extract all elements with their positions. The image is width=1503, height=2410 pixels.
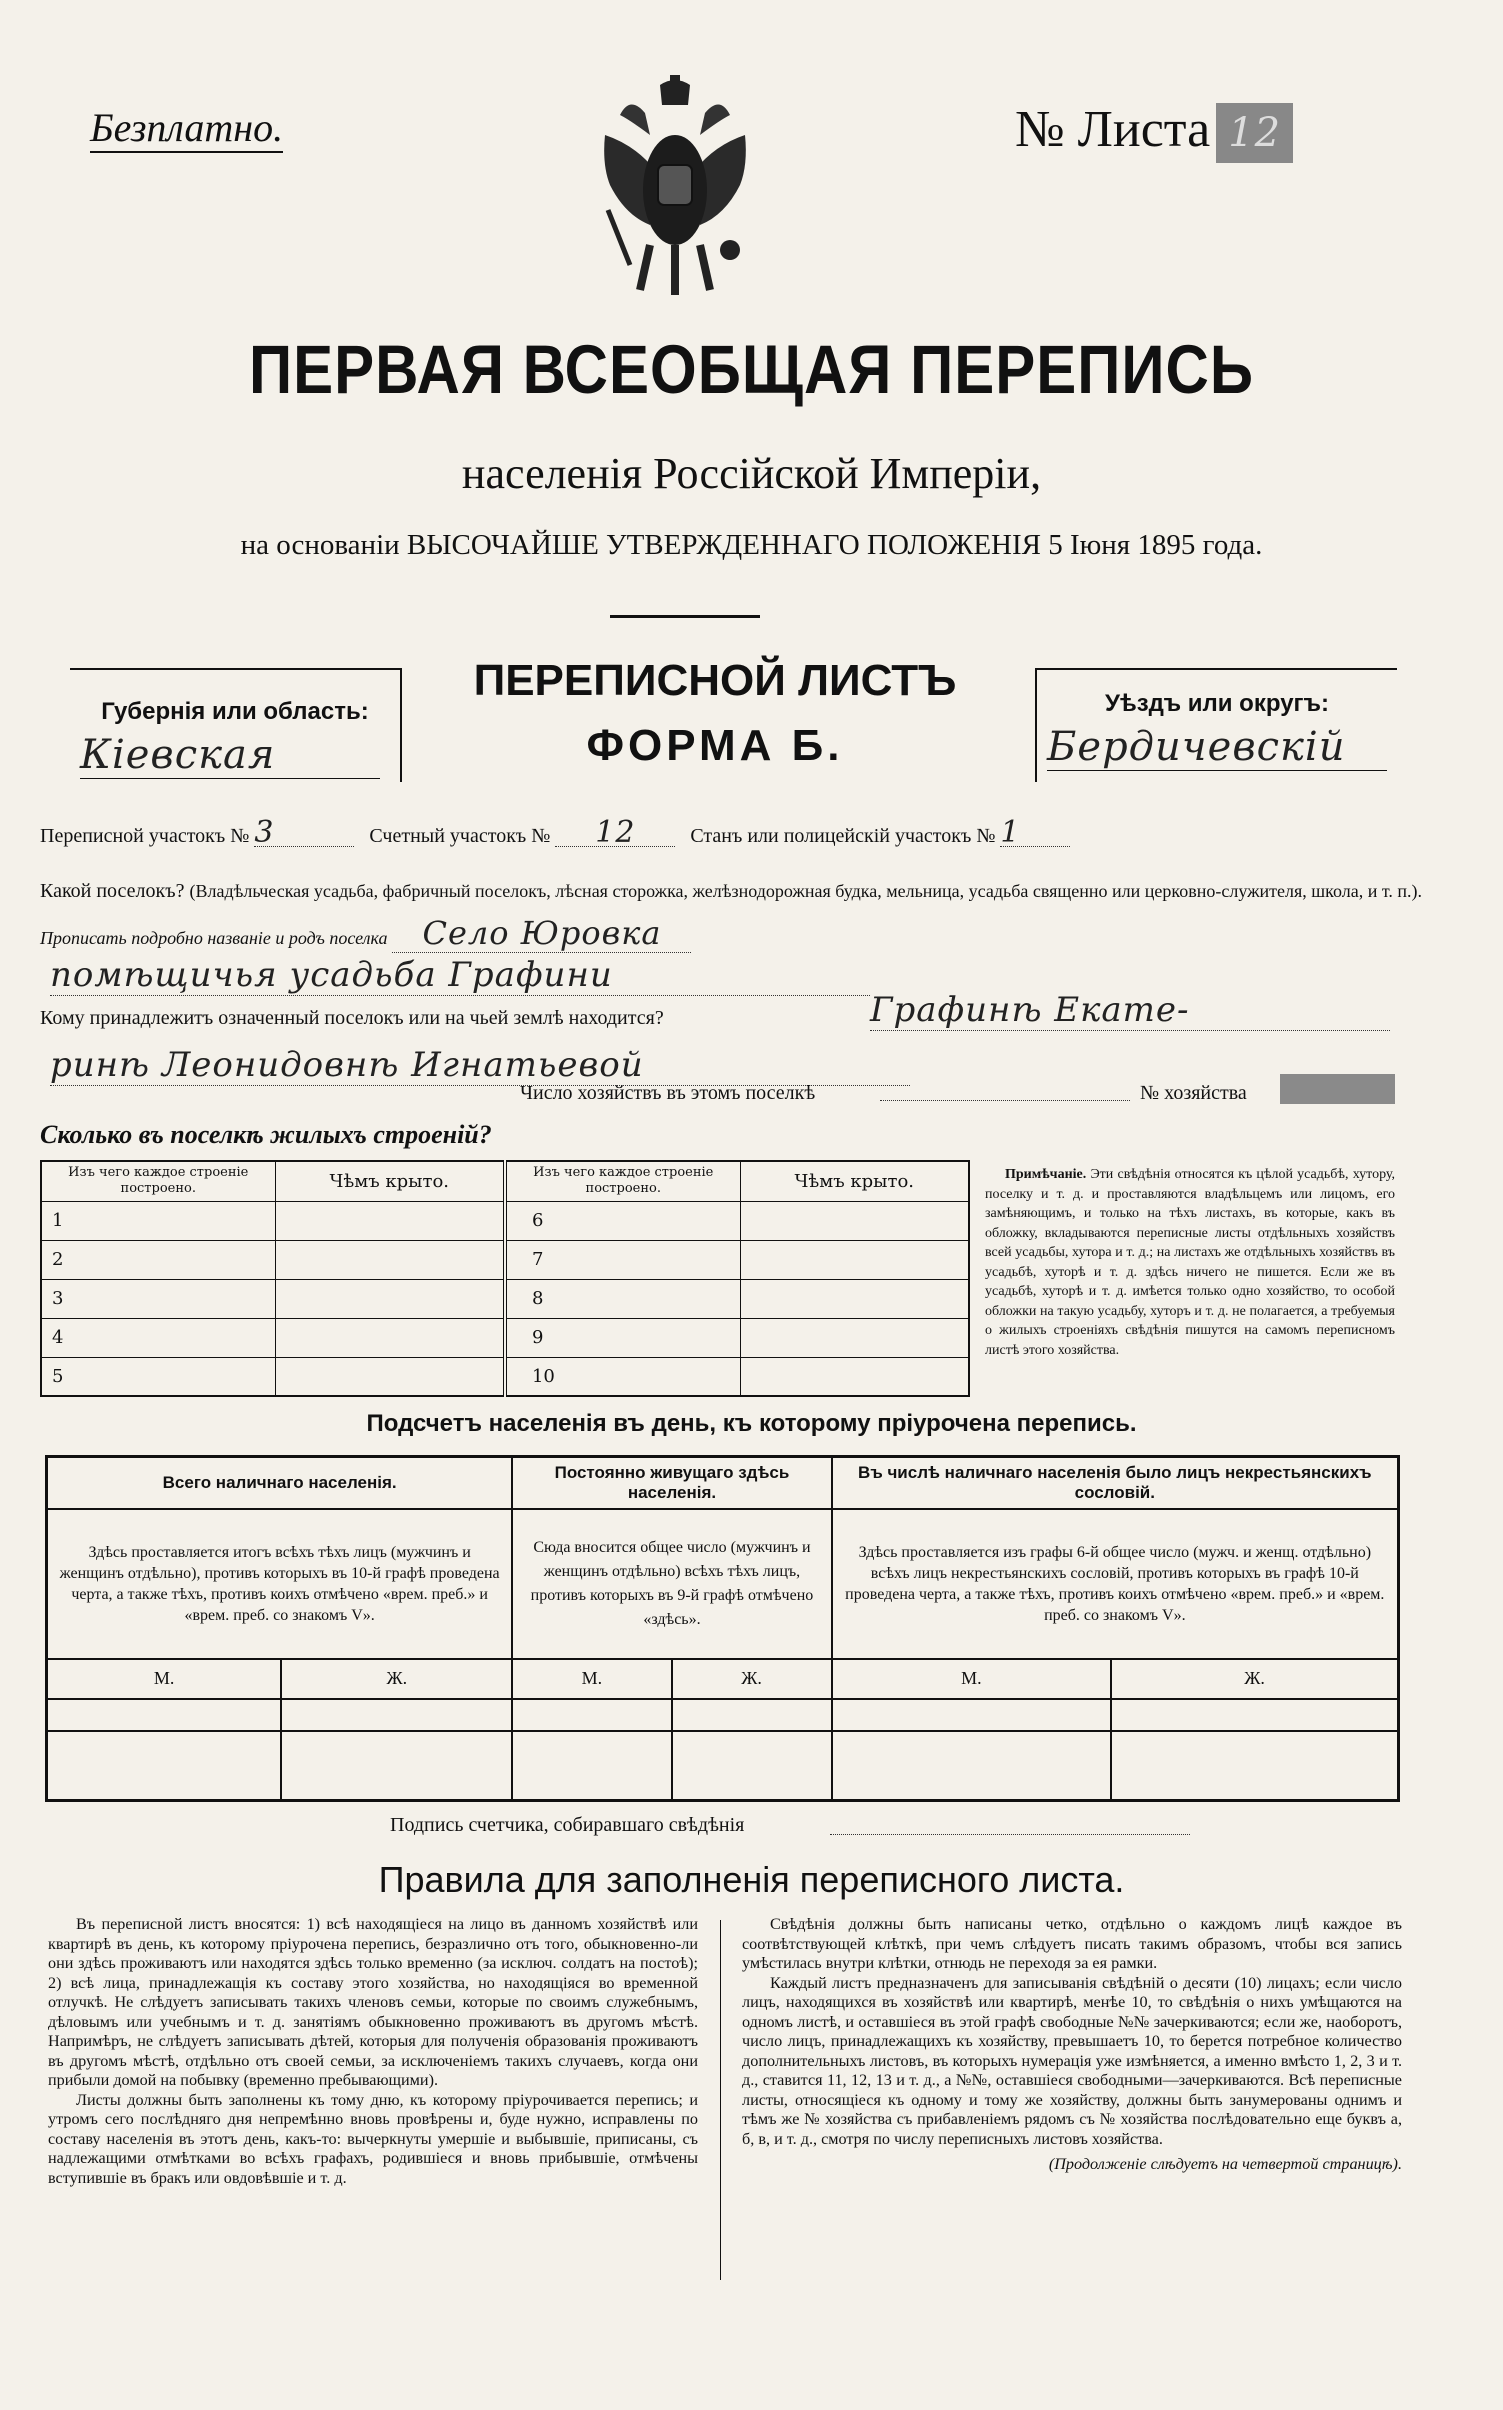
col-material-right: Изъ чего каждое строеніе построено. — [505, 1161, 740, 1201]
building-roof-cell[interactable] — [740, 1201, 969, 1240]
count-cell[interactable] — [47, 1731, 282, 1801]
column-divider — [720, 1920, 721, 2280]
count-cell[interactable] — [672, 1699, 832, 1731]
count-col3-text: Здѣсь проставляется изъ графы 6-й общее число (мужч. и женщ. отдѣльно) всѣхъ лицъ некрестьянскихъ сословій, противъ которыхъ въ графѣ 10-й проведена черта, а также тѣхъ, противъ коихъ отмѣчено «врем. преб.» и «врем. преб. со знакомъ V». — [832, 1509, 1399, 1659]
form-title: ПЕРЕПИСНОЙ ЛИСТЪ — [473, 656, 957, 705]
building-roof-cell[interactable] — [275, 1240, 505, 1279]
counting-district-label: Счетный участокъ № — [369, 825, 551, 847]
signature-input[interactable] — [830, 1834, 1190, 1835]
rules-continued: (Продолженіе слѣдуетъ на четвертой страницѣ). — [1048, 2155, 1402, 2173]
building-row-num: 6 — [505, 1201, 740, 1240]
building-row-num: 4 — [41, 1318, 275, 1357]
building-roof-cell[interactable] — [275, 1318, 505, 1357]
imperial-eagle-emblem-icon — [600, 75, 750, 305]
page-subtitle: населенія Россійской Имперіи, — [461, 449, 1042, 498]
note-text: Эти свѣдѣнія относятся къ цѣлой усадьбѣ, хутору, поселку и т. д. и проставляются владѣльцемъ или лицомъ, его замѣняющимъ, и только на тѣхъ листахъ, въ которые, какъ въ обложку, вкладываются переписные листы отдѣльныхъ хозяйствъ всей усадьбы, хутора и т. д.; на листахъ же отдѣльныхъ хозяйствъ въ усадьбѣ, хуторѣ и т. д. здѣсь ничего не пишется. Если же въ усадьбѣ, хуторѣ и т. д. имѣется только одно хозяйство, то особой обложки на такую усадьбу, хуторъ и т. д. не полагается, а требуемыя о жилыхъ строеніяхъ свѣдѣнія пишутся на самомъ переписномъ листѣ этого хозяйства. — [985, 1167, 1396, 1358]
buildings-table — [40, 1160, 970, 1397]
district-row — [40, 815, 1460, 850]
count-cell[interactable] — [512, 1699, 671, 1731]
building-roof-cell[interactable] — [740, 1240, 969, 1279]
female-label: Ж. — [672, 1659, 832, 1699]
female-label: Ж. — [281, 1659, 512, 1699]
count-table — [45, 1455, 1400, 1802]
settlement-row — [40, 870, 1460, 959]
rules-left-column — [48, 1915, 698, 2188]
building-row-num: 5 — [41, 1357, 275, 1396]
counting-district-input[interactable]: 12 — [555, 820, 675, 847]
count-col3-title: Въ числѣ наличнаго населенія было лицъ некрестьянскихъ сословій. — [832, 1457, 1399, 1509]
col-roof-right: Чѣмъ крыто. — [740, 1161, 969, 1201]
owner-input-2[interactable]: ринѣ Леонидовнѣ Игнатьевой — [50, 1045, 910, 1086]
page-title: ПЕРВАЯ ВСЕОБЩАЯ ПЕРЕПИСЬ — [249, 330, 1254, 408]
count-cell[interactable] — [1111, 1731, 1398, 1801]
col-roof-left: Чѣмъ крыто. — [275, 1161, 505, 1201]
building-roof-cell[interactable] — [740, 1318, 969, 1357]
building-row-num: 2 — [41, 1240, 275, 1279]
count-col1-title: Всего наличнаго населенія. — [47, 1457, 513, 1509]
count-col2-text: Сюда вносится общее число (мужчинъ и женщинъ отдѣльно) всѣхъ тѣхъ лицъ, противъ которыхъ въ 9-й графѣ отмѣчено «здѣсь». — [512, 1509, 831, 1659]
building-row-num: 1 — [41, 1201, 275, 1240]
count-cell[interactable] — [1111, 1699, 1398, 1731]
settlement-instruction: Прописать подробно названіе и родъ поселка — [40, 928, 388, 948]
rules-right-paragraph-2: Каждый листъ предназначенъ для записыванія свѣдѣній о десяти (10) лицахъ; если число лицъ, находящихся въ хозяйствѣ или квартирѣ, менѣе 10, то свѣдѣнія о нихъ умѣщаются на одномъ листѣ, и оставшіеся въ этой графѣ свободные №№ зачеркиваются; если же, наоборотъ, число лицъ, принадлежащихъ къ хозяйству, превышаетъ 10, то берется потребное количество дополнительныхъ листовъ, въ которыхъ нумерація уже измѣняется, а именно вмѣсто 1, 2, 3 и т. д., ставится 11, 12, 13 и т. д., а №№, оставшіеся свободными—зачеркиваются. Всѣ переписные листы, относящіеся къ одному и тому же хозяйству, должны быть занумерованы однимъ и тѣмъ же № хозяйства съ прибавленіемъ рядомъ съ № хозяйства послѣдовательно еще буквъ а, б, в, и т. д., смотря по числу переписныхъ листовъ хозяйства. — [742, 1973, 1402, 2148]
count-cell[interactable] — [47, 1699, 282, 1731]
signature-label: Подпись счетчика, собиравшаго свѣдѣнія — [390, 1814, 745, 1836]
building-roof-cell[interactable] — [275, 1357, 505, 1396]
owner-label: Кому принадлежитъ означенный поселокъ или на чьей землѣ находится? — [40, 1007, 664, 1029]
building-row-num: 7 — [505, 1240, 740, 1279]
count-cell[interactable] — [832, 1731, 1112, 1801]
rules-left-paragraph-1: Въ переписной листъ вносятся: 1) всѣ находящіеся на лицо въ данномъ хозяйствѣ или квартирѣ въ день, къ которому пріурочена перепись, безразлично отъ того, обыкновенно-ли они здѣсь проживаютъ или находятся здѣсь только временно (за исключ. солдатъ на постоѣ); 2) всѣ лица, принадлежащія къ составу этого хозяйства, но находящіяся во временной отлучкѣ. Не слѣдуетъ записывать такихъ членовъ семьи, которые по своимъ служебнымъ, дѣловымъ или учебнымъ и т. д. занятіямъ обыкновенно проживаютъ въ другомъ мѣстѣ. Напримѣръ, не слѣдуетъ записывать дѣтей, которыя для полученія образованія проживаютъ въ другомъ мѣстѣ, отдѣльно отъ своей семьи, за исключеніемъ такихъ случаевъ, когда они прибыли домой на побывку (временно пребывающими). — [48, 1915, 698, 2089]
building-row-num: 9 — [505, 1318, 740, 1357]
note-title: Примѣчаніе. — [1005, 1167, 1087, 1182]
settlement-hint: (Владѣльческая усадьба, фабричный поселокъ, лѣсная сторожка, желѣзнодорожная будка, мельница, усадьба священно или церковно-служителя, школа, и т. п.). — [189, 881, 1422, 901]
owner-input-1[interactable]: Графинѣ Екате- — [870, 990, 1390, 1031]
male-label: М. — [512, 1659, 671, 1699]
buildings-note — [985, 1165, 1395, 1360]
regulation-basis: на основаніи ВЫСОЧАЙШЕ УТВЕРЖДЕННАГО ПОЛОЖЕНІЯ 5 Іюня 1895 года. — [240, 529, 1263, 561]
buildings-heading: Сколько въ поселкѣ жилыхъ строеній? — [40, 1120, 492, 1149]
station-label: Станъ или полицейскій участокъ № — [690, 825, 996, 847]
count-col2-title: Постоянно живущаго здѣсь населенія. — [512, 1457, 831, 1509]
household-no-label: № хозяйства — [1140, 1082, 1247, 1104]
gubernia-box — [70, 668, 402, 782]
sheet-no-label: № Листа — [1015, 101, 1211, 158]
count-col1-text: Здѣсь проставляется итогъ всѣхъ тѣхъ лицъ (мужчинъ и женщинъ отдѣльно), противъ которыхъ въ 10-й графѣ проведена черта, а также тѣхъ, противъ коихъ отмѣчено «врем. преб.» и «врем. преб. со знакомъ V». — [47, 1509, 513, 1659]
uezd-label: Уѣздъ или округъ: — [1104, 690, 1330, 717]
census-district-label: Переписной участокъ № — [40, 825, 250, 847]
settlement-label: Какой поселокъ? — [40, 880, 185, 902]
rules-right-column — [742, 1915, 1402, 2175]
settlement-input-2[interactable]: помѣщичья усадьба Графини — [50, 955, 870, 996]
uezd-input[interactable]: Бердичевскій — [1047, 724, 1387, 771]
station-input[interactable]: 1 — [1000, 820, 1070, 847]
building-roof-cell[interactable] — [275, 1201, 505, 1240]
count-cell[interactable] — [281, 1699, 512, 1731]
building-row-num: 10 — [505, 1357, 740, 1396]
rules-heading: Правила для заполненія переписного листа. — [378, 1859, 1125, 1900]
free-label: Безплатно. — [90, 105, 283, 153]
household-no-input[interactable] — [1280, 1074, 1395, 1104]
rules-right-paragraph-1: Свѣдѣнія должны быть написаны четко, отдѣльно о каждомъ лицѣ каждое въ соотвѣтствующей клѣткѣ, при чемъ слѣдуетъ писать такимъ образомъ, чтобы вся запись умѣстилась внутри клѣтки, отнюдь не переходя за ея рамки. — [742, 1915, 1402, 1972]
settlement-input-1[interactable]: Село Юровка — [392, 914, 691, 953]
count-cell[interactable] — [281, 1731, 512, 1801]
building-row-num: 8 — [505, 1279, 740, 1318]
census-district-input[interactable]: 3 — [254, 820, 354, 847]
households-label: Число хозяйствъ въ этомъ поселкѣ — [520, 1082, 816, 1104]
male-label: М. — [47, 1659, 282, 1699]
count-cell[interactable] — [672, 1731, 832, 1801]
households-input[interactable] — [880, 1100, 1130, 1101]
male-label: М. — [832, 1659, 1112, 1699]
col-material-left: Изъ чего каждое строеніе построено. — [41, 1161, 275, 1201]
count-cell[interactable] — [832, 1699, 1112, 1731]
building-roof-cell[interactable] — [275, 1279, 505, 1318]
count-heading: Подсчетъ населенія въ день, къ которому пріурочена перепись. — [366, 1410, 1137, 1437]
sheet-number — [1015, 100, 1293, 163]
sheet-no-value[interactable]: 12 — [1216, 103, 1293, 163]
form-name: ФОРМА Б. — [586, 721, 844, 770]
count-cell[interactable] — [512, 1731, 671, 1801]
rules-left-paragraph-2: Листы должны быть заполнены къ тому дню, къ которому пріурочивается перепись; и утромъ сего послѣдняго дня непремѣнно вновь провѣрены и, буде нужно, исправлены по составу населенія въ этотъ день, какъ-то: вычеркнуты умершіе и выбывшіе, приписаны, съ надлежащими отмѣтками во всѣхъ графахъ, родившіеся и вновь прибывшіе, отмѣчены вступившіе въ бракъ или овдовѣвшіе и т. д. — [48, 2090, 698, 2187]
building-roof-cell[interactable] — [740, 1357, 969, 1396]
building-roof-cell[interactable] — [740, 1279, 969, 1318]
gubernia-label: Губернія или область: — [101, 698, 369, 725]
building-row-num: 3 — [41, 1279, 275, 1318]
uezd-box — [1035, 668, 1397, 782]
female-label: Ж. — [1111, 1659, 1398, 1699]
gubernia-input[interactable]: Кіевская — [80, 732, 380, 779]
divider — [610, 615, 760, 618]
